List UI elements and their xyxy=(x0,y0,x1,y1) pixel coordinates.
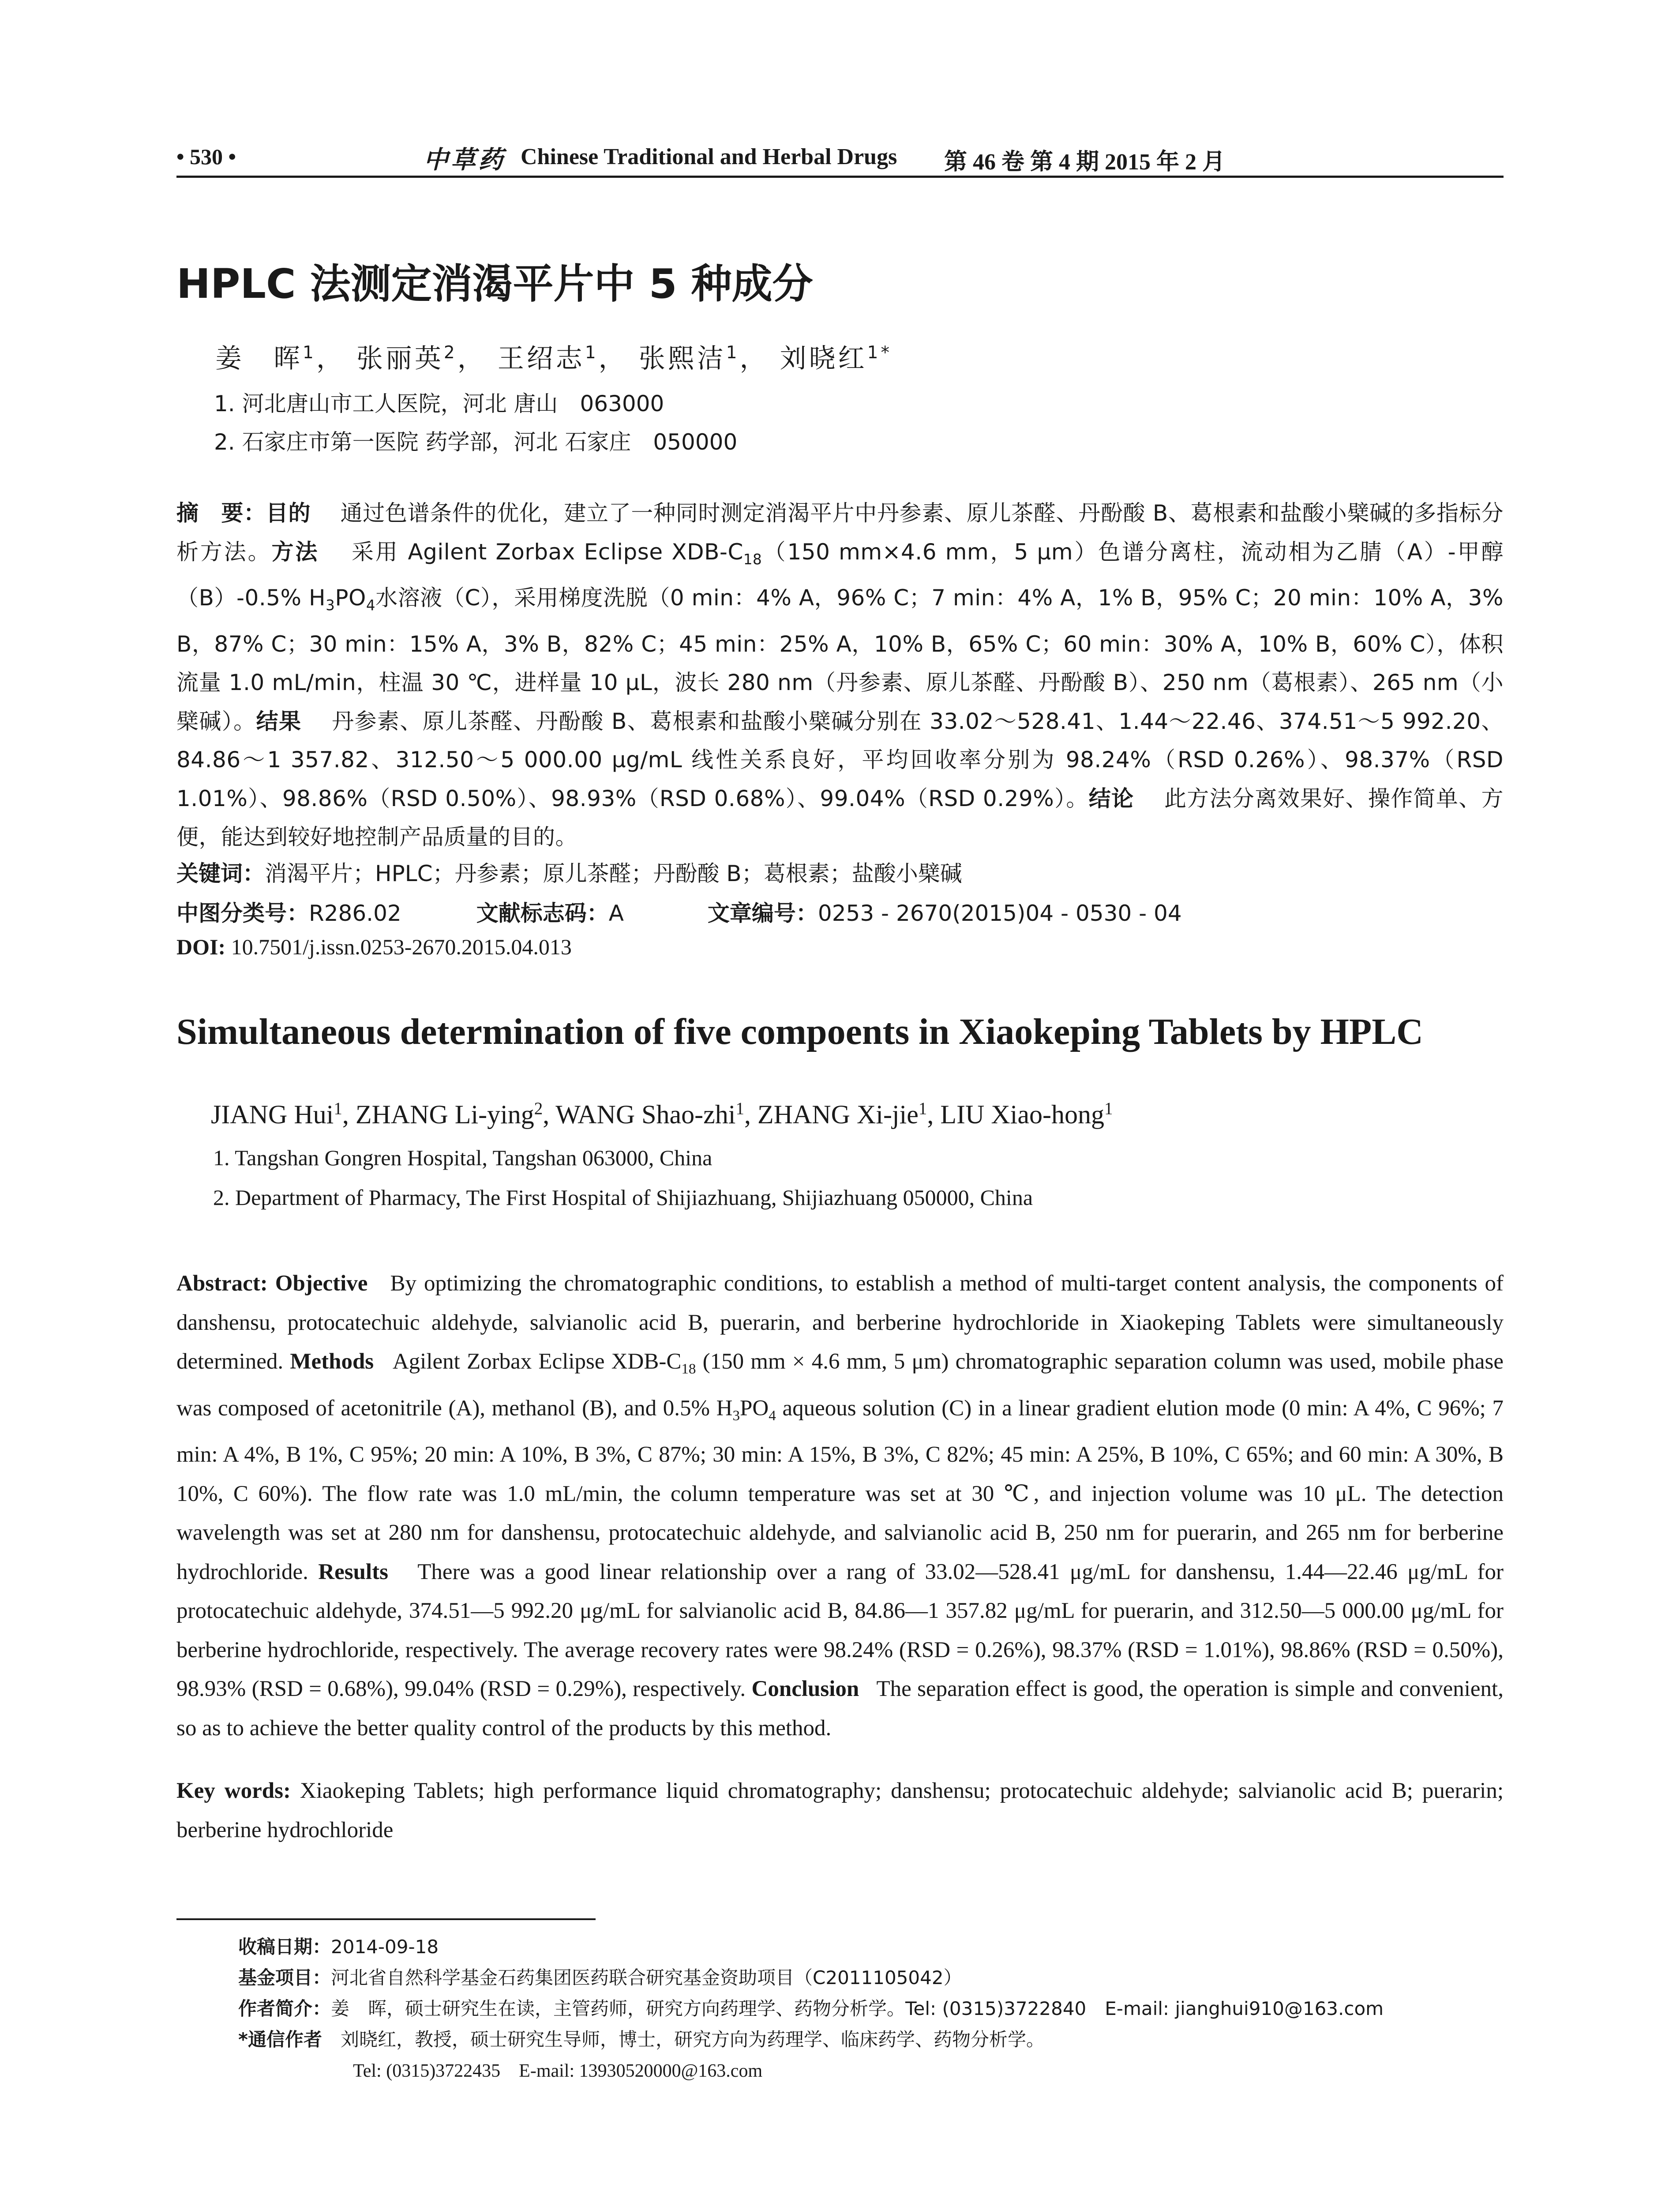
doi-value: 10.7501/j.issn.0253-2670.2015.04.013 xyxy=(231,934,572,959)
author-affiliation-mark: 1 xyxy=(303,343,316,363)
clc-value: R286.02 xyxy=(309,900,401,926)
title-en: Simultaneous determination of five compoents in Xiaokeping Tablets by HPLC xyxy=(176,1011,1423,1052)
methods-text: (150 mm × 4.6 mm, 5 μm) chromatographic separation column was used, mobile phase was composed of acetonitrile (A), methanol (B), and 0.5% H xyxy=(176,1349,1504,1421)
keywords-text: Xiaokeping Tablets; high performance liquid chromatography; danshensu; protocatechuic aldehyde; salvianolic acid B; puerarin; berberine hydrochloride xyxy=(176,1778,1504,1842)
running-header xyxy=(176,140,1504,176)
footnote-author xyxy=(238,1994,1384,2021)
journal-name: Chinese Traditional and Herbal Drugs xyxy=(521,144,897,169)
conclusion-label: Conclusion xyxy=(751,1677,859,1702)
author-en: JIANG Hui xyxy=(211,1100,334,1129)
journal-issue: 第 46 卷 第 4 期 2015 年 2 月 xyxy=(944,150,1226,175)
fund-label: 基金项目： xyxy=(238,1967,331,1988)
conclusion-text: 此方法分离效果好、操作简单、方便，能达到较好地控制产品质量的目的。 xyxy=(176,785,1504,850)
methods-text: （150 mm×4.6 mm，5 μm）色谱分离柱，流动相为乙腈（A）-甲醇（B）-0.5% H xyxy=(176,539,1504,611)
methods-text: PO xyxy=(740,1396,769,1421)
classification-line xyxy=(176,896,1182,927)
author-cn: 王绍志 xyxy=(497,343,585,374)
keywords-label: 关键词： xyxy=(176,861,265,886)
author-intro-label: 作者简介： xyxy=(238,1998,331,2019)
footnote-corresponding xyxy=(238,2025,1045,2052)
author-cn: 张熙洁 xyxy=(638,343,726,374)
authors-cn: 姜 晖$^1$， 张丽英$^2$， 王绍志$^1$， 张熙洁$^1$， 刘晓红$^{1*}$ xyxy=(215,343,892,374)
methods-text: aqueous solution (C) in a linear gradient elution mode (0 min: A 4%, C 96%; 7 min: A 4%, B 1%, C 95%; 20 min: A 10%, B 3%, C 87%; 30 min: A 15%, B 3%, C 82%; 45 min: A 25%, B 10%, C 65%; and 60 min: A 30%, B 10%, C 60%). The flow rate was 1.0 mL/min, the column temperature was set at 30 ℃, and injection volume was 10 μL. The detection wavelength was set at 280 nm for danshensu, protocatechuic aldehyde, and salvianolic acid B, 250 nm for puerarin, and 265 nm for berberine hydrochloride. xyxy=(176,1396,1504,1584)
conclusion-label: 结论 xyxy=(1088,785,1134,811)
author-affiliation-mark: 1 xyxy=(334,1099,342,1118)
affiliation-cn: 2. 石家庄市第一医院 药学部，河北 石家庄 050000 xyxy=(214,429,738,455)
author-en: ZHANG Li-ying xyxy=(355,1100,534,1129)
received-label: 收稿日期： xyxy=(238,1936,331,1958)
corresponding-contact: Tel: (0315)3722435 E-mail: 13930520000@163.com xyxy=(353,2061,763,2081)
author-affiliation-mark: 1 xyxy=(918,1099,927,1118)
methods-text: 采用 Agilent Zorbax Eclipse XDB-C xyxy=(351,539,743,565)
affiliation-en: 2. Department of Pharmacy, The First Hospital of Shijiazhuang, Shijiazhuang 050000, China xyxy=(213,1185,1033,1210)
authors-en: JIANG Hui$^1$, ZHANG Li-ying$^2$, WANG Shao-zhi$^1$, ZHANG Xi-jie$^1$, LIU Xiao-hong$^1$ xyxy=(211,1099,1113,1129)
doi-line xyxy=(176,934,572,960)
methods-subscript: 4 xyxy=(366,597,376,614)
fund-text: 河北省自然科学基金石药集团医药联合研究基金资助项目（C2011105042） xyxy=(331,1967,962,1988)
author-en: LIU Xiao-hong xyxy=(940,1100,1104,1129)
keywords-label: Key words: xyxy=(176,1778,291,1803)
journal-logo: 中草药 xyxy=(424,146,506,174)
methods-subscript: 4 xyxy=(769,1407,776,1424)
author-affiliation-mark: 2 xyxy=(534,1099,543,1118)
abstract-label: Abstract: xyxy=(176,1271,268,1296)
doc-code-value: A xyxy=(608,900,624,926)
keywords-en xyxy=(176,1771,1504,1850)
methods-subscript: 3 xyxy=(326,597,335,614)
results-text: 丹参素、原儿茶醛、丹酚酸 B、葛根素和盐酸小檗碱分别在 33.02～528.41、1.44～22.46、374.51～5 992.20、84.86～1 357.82、312.50～5 000.00 μg/mL 线性关系良好，平均回收率分别为 98.24%（RSD 0.26%）、98.37%（RSD 1.01%）、98.86%（RSD 0.50%）、98.93%（RSD 0.68%）、99.04%（RSD 0.29%）。 xyxy=(176,708,1504,811)
doi-label: DOI: xyxy=(176,934,226,959)
objective-label: Objective xyxy=(275,1271,368,1296)
methods-label: Methods xyxy=(290,1349,374,1374)
doc-code-label: 文献标志码： xyxy=(476,900,609,926)
affiliation-en: 1. Tangshan Gongren Hospital, Tangshan 063000, China xyxy=(213,1145,712,1170)
received-date: 2014-09-18 xyxy=(331,1936,439,1958)
abstract-cn xyxy=(176,494,1504,857)
author-affiliation-mark: 1 xyxy=(735,1099,744,1118)
objective-text: By optimizing the chromatographic conditions, to establish a method of multi-target content analysis, the components of danshensu, protocatechuic aldehyde, salvianolic acid B, puerarin, and berberine hydrochloride in Xiaokeping Tablets were simultaneously determined. xyxy=(176,1271,1504,1374)
corresponding-text: 刘晓红，教授，硕士研究生导师，博士，研究方向为药理学、临床药学、药物分析学。 xyxy=(340,2029,1045,2050)
affiliation-cn: 1. 河北唐山市工人医院，河北 唐山 063000 xyxy=(214,391,664,416)
author-cn: 刘晓红 xyxy=(780,343,867,374)
clc-label: 中图分类号： xyxy=(176,900,309,926)
results-label: 结果 xyxy=(256,708,302,734)
page-number: • 530 • xyxy=(176,144,236,169)
objective-label: 目的 xyxy=(266,500,311,526)
keywords-cn xyxy=(176,856,962,888)
author-affiliation-mark: 1 xyxy=(1104,1099,1113,1118)
footnote-fund xyxy=(238,1963,962,1990)
methods-subscript: 18 xyxy=(681,1361,696,1377)
author-affiliation-mark: 2 xyxy=(443,343,458,363)
footnote-received xyxy=(238,1932,439,1959)
results-text: There was a good linear relationship over a rang of 33.02—528.41 μg/mL for danshensu, 1.44—22.46 μg/mL for protocatechuic aldehyde, 374.51—5 992.20 μg/mL for salvianolic acid B, 84.86—1 357.82 μg/mL for puerarin, and 312.50—5 000.00 μg/mL for berberine hydrochloride, respectively. The average recovery rates were 98.24% (RSD = 0.26%), 98.37% (RSD = 1.01%), 98.86% (RSD = 0.50%), 98.93% (RSD = 0.68%), 99.04% (RSD = 0.29%), respectively. xyxy=(176,1559,1504,1702)
methods-subscript: 3 xyxy=(732,1407,740,1424)
author-cn: 姜 晖 xyxy=(215,343,303,374)
methods-subscript: 18 xyxy=(743,551,762,568)
conclusion-text: The separation effect is good, the operation is simple and convenient, so as to achieve the better quality control of the products by this method. xyxy=(176,1677,1504,1741)
author-en: WANG Shao-zhi xyxy=(555,1100,736,1129)
author-intro-text: 姜 晖，硕士研究生在读，主管药师，研究方向药理学、药物分析学。Tel: (0315)3722840 E-mail: jianghui910@163.com xyxy=(331,1998,1384,2019)
author-cn: 张丽英 xyxy=(356,343,444,374)
abstract-en xyxy=(176,1264,1504,1748)
methods-label: 方法 xyxy=(271,539,319,565)
author-affiliation-mark: 1 xyxy=(726,343,740,363)
author-affiliation-mark: 1 xyxy=(585,343,599,363)
keywords-text: 消渴平片；HPLC；丹参素；原儿茶醛；丹酚酸 B；葛根素；盐酸小檗碱 xyxy=(265,861,962,886)
author-en: ZHANG Xi-jie xyxy=(757,1100,919,1129)
article-no-label: 文章编号： xyxy=(707,900,818,926)
title-cn: HPLC 法测定消渴平片中 5 种成分 xyxy=(176,260,813,308)
methods-text: 水溶液（C），采用梯度洗脱（0 min：4% A，96% C；7 min：4% A，1% B，95% C；20 min：10% A，3% B，87% C；30 min：15% A，3% B，82% C；45 min：25% A，10% B，65% C；60 min：30% A，10% B，60% C），体积流量 1.0 mL/min，柱温 30 ℃，进样量 10 μL，波长 280 nm（丹参素、原儿茶醛、丹酚酸 B）、250 nm（葛根素）、265 nm（小檗碱）。 xyxy=(176,585,1504,734)
footnote-rule xyxy=(176,1918,596,1920)
methods-text: PO xyxy=(335,585,366,611)
corresponding-label: *通信作者 xyxy=(238,2029,322,2050)
abstract-label: 摘 要： xyxy=(176,500,266,526)
results-label: Results xyxy=(318,1559,388,1584)
objective-text: 通过色谱条件的优化，建立了一种同时测定消渴平片中丹参素、原儿茶醛、丹酚酸 B、葛根素和盐酸小檗碱的多指标分析方法。 xyxy=(176,500,1504,565)
header-rule xyxy=(176,176,1504,178)
author-affiliation-mark: 1* xyxy=(867,343,892,363)
article-no-value: 0253 - 2670(2015)04 - 0530 - 04 xyxy=(818,900,1182,926)
methods-text: Agilent Zorbax Eclipse XDB-C xyxy=(392,1349,682,1374)
